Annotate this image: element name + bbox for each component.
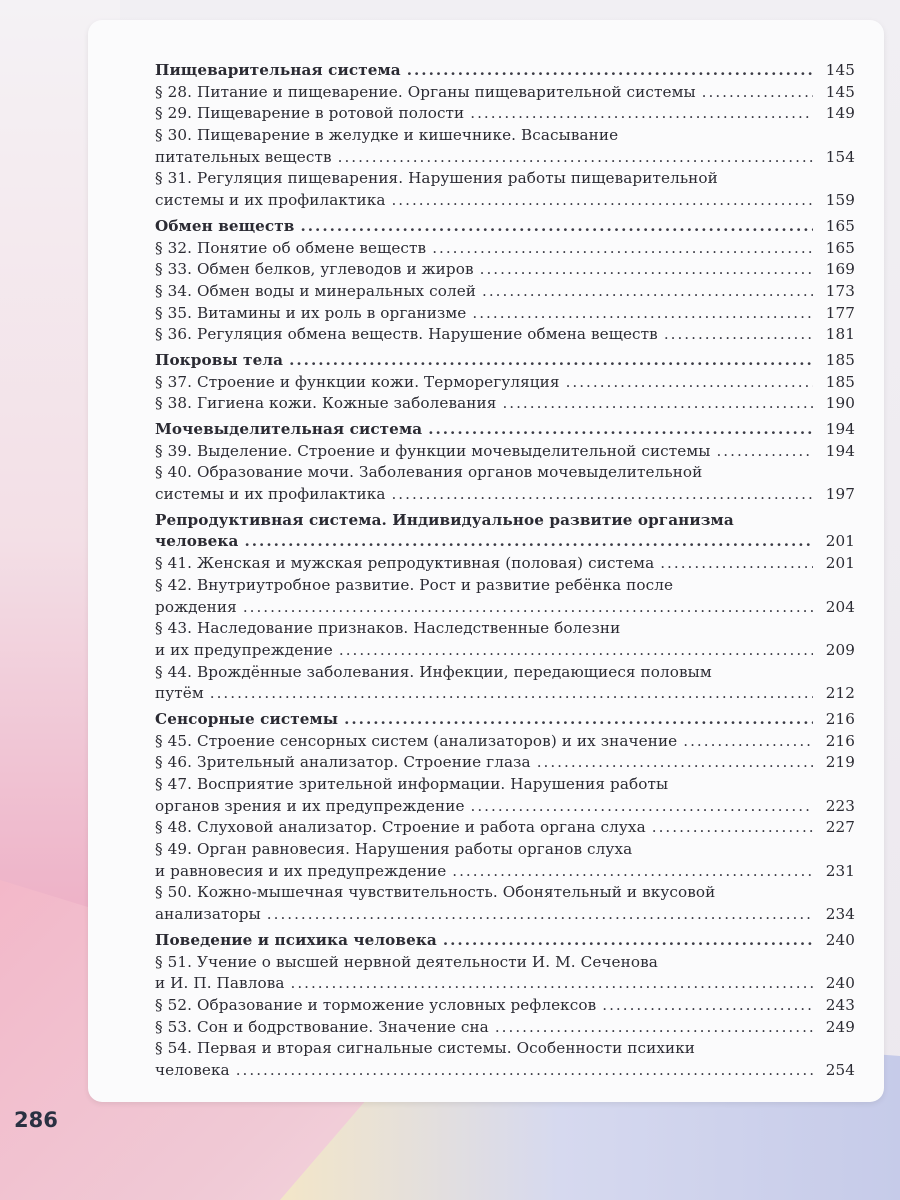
entry-page-number: 216 bbox=[825, 709, 855, 728]
entry-title: системы и их профилактика bbox=[155, 485, 386, 504]
entry-title: § 43. Наследование признаков. Наследственные болезни bbox=[155, 619, 621, 638]
dot-leader bbox=[566, 372, 813, 394]
toc-entry-line bbox=[155, 1060, 855, 1082]
entry-page-number: 194 bbox=[825, 441, 855, 460]
dot-leader bbox=[660, 553, 813, 575]
dot-leader bbox=[391, 484, 813, 506]
entry-title: анализаторы bbox=[155, 905, 261, 924]
entry-page-number: 190 bbox=[825, 394, 855, 413]
entry-page-number: 212 bbox=[825, 684, 855, 703]
entry-title: § 42. Внутриутробное развитие. Рост и развитие ребёнка после bbox=[155, 575, 674, 594]
dot-leader bbox=[443, 930, 813, 952]
entry-title: § 45. Строение сенсорных систем (анализаторов) и их значение bbox=[155, 731, 678, 750]
dot-leader bbox=[432, 238, 813, 260]
toc-entry-line bbox=[155, 259, 855, 281]
dot-leader bbox=[291, 973, 814, 995]
toc-section-line bbox=[155, 531, 855, 553]
dot-leader bbox=[470, 103, 813, 125]
toc-section-line bbox=[155, 216, 855, 238]
entry-title: § 54. Первая и вторая сигнальные системы. Особенности психики bbox=[155, 1039, 696, 1058]
dot-leader bbox=[243, 597, 813, 619]
entry-page-number: 216 bbox=[825, 731, 855, 750]
table-of-contents bbox=[155, 60, 855, 1082]
toc-section-line bbox=[155, 350, 855, 372]
entry-title: § 44. Врождённые заболевания. Инфекции, передающиеся половым bbox=[155, 662, 712, 681]
entry-page-number: 149 bbox=[825, 104, 855, 123]
entry-title: § 53. Сон и бодрствование. Значение сна bbox=[155, 1017, 489, 1036]
entry-title: § 41. Женская и мужская репродуктивная (половая) система bbox=[155, 554, 655, 573]
dot-leader bbox=[338, 147, 813, 169]
entry-page-number: 204 bbox=[825, 597, 855, 616]
toc-entry-line bbox=[155, 147, 855, 169]
toc-entry-line bbox=[155, 796, 855, 818]
dot-leader bbox=[407, 60, 813, 82]
dot-leader bbox=[289, 350, 813, 372]
toc-entry-line bbox=[155, 973, 855, 995]
dot-leader bbox=[339, 640, 813, 662]
toc-entry-line bbox=[155, 597, 855, 619]
entry-page-number: 219 bbox=[825, 753, 855, 772]
entry-page-number: 240 bbox=[825, 930, 855, 949]
entry-title: § 50. Кожно-мышечная чувствительность. Обонятельный и вкусовой bbox=[155, 883, 716, 902]
entry-page-number: 159 bbox=[825, 191, 855, 210]
entry-page-number: 197 bbox=[825, 485, 855, 504]
dot-leader bbox=[683, 731, 813, 753]
section-title: Обмен веществ bbox=[155, 216, 295, 235]
entry-page-number: 234 bbox=[825, 905, 855, 924]
entry-title: питательных веществ bbox=[155, 147, 332, 166]
entry-title: § 49. Орган равновесия. Нарушения работы органов слуха bbox=[155, 840, 633, 859]
toc-entry-line bbox=[155, 303, 855, 325]
toc-entry-line bbox=[155, 861, 855, 883]
toc-entry-line bbox=[155, 752, 855, 774]
toc-entry-line bbox=[155, 238, 855, 260]
entry-title: § 37. Строение и функции кожи. Терморегуляция bbox=[155, 372, 560, 391]
toc-entry-line bbox=[155, 281, 855, 303]
toc-section-line bbox=[155, 510, 855, 532]
dot-leader bbox=[537, 752, 813, 774]
entry-page-number: 165 bbox=[825, 216, 855, 235]
toc-section-line bbox=[155, 60, 855, 82]
toc-entry-line bbox=[155, 82, 855, 104]
dot-leader bbox=[344, 709, 813, 731]
entry-title: и И. П. Павлова bbox=[155, 974, 285, 993]
entry-title: § 33. Обмен белков, углеводов и жиров bbox=[155, 260, 474, 279]
dot-leader bbox=[244, 531, 813, 553]
dot-leader bbox=[495, 1017, 813, 1039]
entry-page-number: 185 bbox=[825, 350, 855, 369]
dot-leader bbox=[702, 82, 813, 104]
entry-title: путём bbox=[155, 684, 204, 703]
entry-title: и равновесия и их предупреждение bbox=[155, 861, 447, 880]
toc-entry-line bbox=[155, 190, 855, 212]
section-title: Репродуктивная система. Индивидуальное развитие организма bbox=[155, 510, 734, 529]
entry-title: и их предупреждение bbox=[155, 640, 333, 659]
dot-leader bbox=[664, 324, 813, 346]
entry-title: § 30. Пищеварение в желудке и кишечнике. Всасывание bbox=[155, 126, 619, 145]
dot-leader bbox=[502, 393, 813, 415]
entry-title: § 31. Регуляция пищеварения. Нарушения работы пищеварительной bbox=[155, 169, 718, 188]
toc-entry-line bbox=[155, 995, 855, 1017]
dot-leader bbox=[471, 796, 813, 818]
dot-leader bbox=[482, 281, 813, 303]
toc-entry-line bbox=[155, 553, 855, 575]
section-title: Поведение и психика человека bbox=[155, 930, 437, 949]
toc-section-line bbox=[155, 709, 855, 731]
toc-entry-line bbox=[155, 904, 855, 926]
section-title: Покровы тела bbox=[155, 350, 284, 369]
entry-title: § 39. Выделение. Строение и функции мочевыделительной системы bbox=[155, 441, 711, 460]
entry-title: § 35. Витамины и их роль в организме bbox=[155, 303, 467, 322]
entry-title: § 46. Зрительный анализатор. Строение глаза bbox=[155, 753, 531, 772]
dot-leader bbox=[391, 190, 813, 212]
entry-page-number: 169 bbox=[825, 260, 855, 279]
entry-page-number: 201 bbox=[825, 532, 855, 551]
entry-title: § 47. Восприятие зрительной информации. Нарушения работы bbox=[155, 775, 669, 793]
toc-entry-line bbox=[155, 640, 855, 662]
toc-entry-line bbox=[155, 168, 855, 190]
entry-page-number: 249 bbox=[825, 1017, 855, 1036]
entry-title: § 40. Образование мочи. Заболевания органов мочевыделительной bbox=[155, 463, 703, 482]
toc-entry-line bbox=[155, 575, 855, 597]
entry-title: § 51. Учение о высшей нервной деятельности И. М. Сеченова bbox=[155, 952, 658, 971]
dot-leader bbox=[236, 1060, 813, 1082]
entry-title: человека bbox=[155, 1060, 230, 1079]
dot-leader bbox=[452, 861, 813, 883]
entry-title: § 28. Питание и пищеварение. Органы пищеварительной системы bbox=[155, 82, 696, 101]
toc-entry-line bbox=[155, 817, 855, 839]
entry-title: § 52. Образование и торможение условных рефлексов bbox=[155, 995, 597, 1014]
entry-page-number: 165 bbox=[825, 238, 855, 257]
entry-title: § 48. Слуховой анализатор. Строение и работа органа слуха bbox=[155, 818, 646, 837]
toc-entry-line bbox=[155, 1038, 855, 1060]
dot-leader bbox=[716, 441, 813, 463]
dot-leader bbox=[210, 683, 813, 705]
dot-leader bbox=[652, 817, 813, 839]
entry-page-number: 223 bbox=[825, 796, 855, 815]
dot-leader bbox=[602, 995, 813, 1017]
entry-title: органов зрения и их предупреждение bbox=[155, 796, 465, 815]
entry-page-number: 201 bbox=[825, 554, 855, 573]
toc-entry-line bbox=[155, 882, 855, 904]
toc-entry-line bbox=[155, 462, 855, 484]
toc-entry-line bbox=[155, 324, 855, 346]
section-title: Мочевыделительная система bbox=[155, 420, 423, 438]
toc-entry-line bbox=[155, 683, 855, 705]
entry-title: § 29. Пищеварение в ротовой полости bbox=[155, 104, 465, 123]
dot-leader bbox=[480, 259, 813, 281]
page-number: 286 bbox=[14, 1108, 58, 1132]
entry-page-number: 181 bbox=[825, 325, 855, 344]
dot-leader bbox=[300, 216, 813, 238]
entry-title: § 34. Обмен воды и минеральных солей bbox=[155, 281, 477, 300]
toc-entry-line bbox=[155, 372, 855, 394]
toc-entry-line bbox=[155, 618, 855, 640]
entry-page-number: 231 bbox=[825, 861, 855, 880]
toc-entry-line bbox=[155, 731, 855, 753]
entry-page-number: 209 bbox=[825, 640, 855, 659]
toc-entry-line bbox=[155, 125, 855, 147]
section-title: человека bbox=[155, 532, 239, 551]
toc-entry-line bbox=[155, 774, 855, 796]
toc-entry-line bbox=[155, 393, 855, 415]
entry-page-number: 194 bbox=[825, 420, 855, 438]
entry-page-number: 145 bbox=[825, 61, 855, 79]
entry-page-number: 177 bbox=[825, 303, 855, 322]
entry-title: § 32. Понятие об обмене веществ bbox=[155, 238, 427, 257]
toc-entry-line bbox=[155, 839, 855, 861]
entry-page-number: 227 bbox=[825, 818, 855, 837]
entry-page-number: 254 bbox=[825, 1060, 855, 1079]
toc-entry-line bbox=[155, 1017, 855, 1039]
toc-entry-line bbox=[155, 662, 855, 684]
section-title: Сенсорные системы bbox=[155, 709, 339, 728]
dot-leader bbox=[267, 904, 813, 926]
entry-title: рождения bbox=[155, 597, 237, 616]
entry-title: системы и их профилактика bbox=[155, 191, 386, 210]
dot-leader bbox=[428, 419, 813, 441]
entry-page-number: 240 bbox=[825, 974, 855, 993]
entry-title: § 38. Гигиена кожи. Кожные заболевания bbox=[155, 394, 497, 413]
section-title: Пищеварительная система bbox=[155, 61, 401, 79]
toc-section-line bbox=[155, 419, 855, 441]
toc-section-line bbox=[155, 930, 855, 952]
toc-entry-line bbox=[155, 441, 855, 463]
entry-page-number: 173 bbox=[825, 281, 855, 300]
dot-leader bbox=[472, 303, 813, 325]
entry-page-number: 243 bbox=[825, 995, 855, 1014]
entry-page-number: 154 bbox=[825, 147, 855, 166]
toc-entry-line bbox=[155, 952, 855, 974]
entry-page-number: 185 bbox=[825, 372, 855, 391]
toc-entry-line bbox=[155, 103, 855, 125]
toc-entry-line bbox=[155, 484, 855, 506]
entry-page-number: 145 bbox=[825, 82, 855, 101]
entry-title: § 36. Регуляция обмена веществ. Нарушение обмена веществ bbox=[155, 325, 658, 344]
